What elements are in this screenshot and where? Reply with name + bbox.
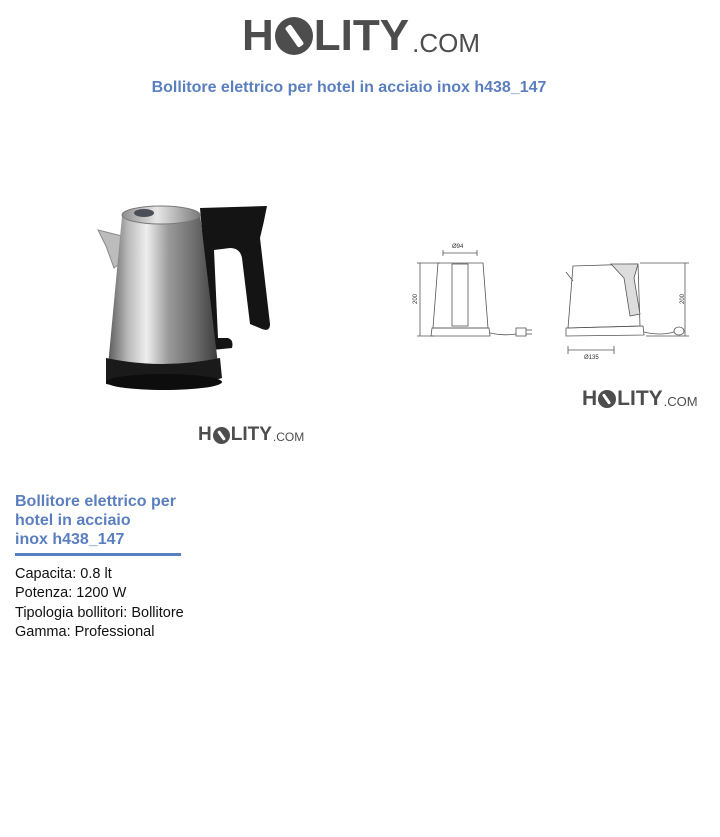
spec-value: Bollitore [131, 604, 184, 621]
logo-o-icon [275, 17, 313, 55]
logo-suffix: .COM [272, 430, 305, 444]
spec-value: Professional [74, 623, 155, 640]
holity-logo[interactable] [242, 11, 480, 60]
dim-side-height: 200 [680, 293, 686, 304]
logo-text-left: H [198, 424, 212, 445]
holity-logo-drawing [582, 388, 698, 410]
logo-text-right: LITY [617, 387, 663, 410]
heading-line: hotel in acciaio [15, 512, 131, 529]
holity-logo-photo [198, 425, 304, 445]
kettle-photo [92, 198, 282, 398]
spec-label: Tipologia bollitori: [15, 604, 128, 621]
page-title: Bollitore elettrico per hotel in acciaio inox h438_147 [151, 79, 547, 96]
product-heading [15, 492, 190, 549]
spec-label: Gamma: [15, 623, 71, 640]
dim-front-width: Ø94 [452, 244, 464, 250]
logo-text-right: LITY [230, 424, 272, 445]
logo-text-left: H [242, 11, 274, 60]
spec-item [15, 604, 184, 623]
dim-side-base: Ø135 [584, 355, 599, 361]
dim-front-height: 200 [413, 293, 419, 304]
heading-underline [15, 553, 181, 556]
spec-list [15, 565, 184, 642]
spec-item [15, 584, 184, 603]
logo-text-left: H [582, 387, 598, 410]
spec-item [15, 623, 184, 642]
spec-label: Potenza: [15, 585, 73, 602]
logo-o-icon [213, 427, 230, 444]
logo-suffix: .COM [412, 28, 480, 58]
heading-line: Bollitore elettrico per [15, 493, 176, 510]
logo-text-right: LITY [313, 11, 410, 60]
logo-suffix: .COM [663, 394, 698, 409]
spec-label: Capacita: [15, 566, 77, 582]
spec-value: 0.8 lt [80, 566, 112, 582]
heading-line: inox h438_147 [15, 531, 125, 548]
spec-value: 1200 W [76, 585, 127, 602]
logo-o-icon [598, 390, 616, 408]
technical-drawing [408, 236, 698, 366]
spec-item [15, 565, 184, 584]
